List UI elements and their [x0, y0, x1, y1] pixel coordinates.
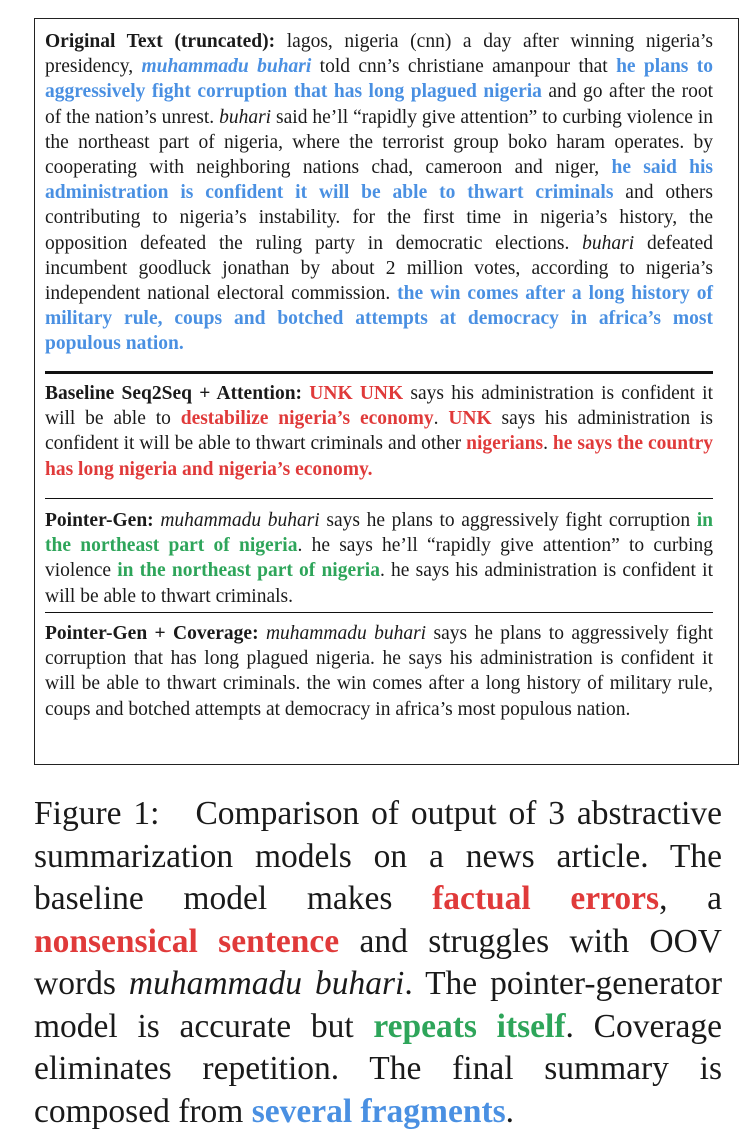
oov-word: buhari — [582, 232, 635, 254]
figure-caption — [34, 793, 722, 1133]
caption-highlight: repeats itself — [373, 1007, 566, 1045]
coverage-section — [45, 621, 713, 722]
error-fragment: he says the country has long nigeria and nigeria’s economy. — [45, 433, 713, 480]
original-text: said he’ll “rapidly give attention” to curbing violence in the northeast part of nigeria, where the terrorist group boko haram operates. by cooperating with neighboring nations chad, cameroon and niger, — [45, 106, 713, 179]
coverage-text: says he plans to aggressively fight corruption that has long plagued nigeria. he says his administration is confident it will be able to thwart criminals. the win comes after a long history of military rule, coups and botched attempts at democracy in africa’s most populous nation. — [45, 623, 713, 720]
pointer-gen-label: Pointer-Gen: — [45, 510, 154, 531]
section-divider-thick — [45, 371, 713, 374]
repetition-fragment: in the northeast part of nigeria — [45, 510, 713, 557]
highlight-fragment: the win comes after a long history of military rule, coups and botched attempts at democracy in africa’s most populous nation. — [45, 283, 714, 355]
baseline-text: says his administration is confident it will be able to thwart criminals and other — [45, 408, 714, 455]
caption-text: and struggles with OOV words — [34, 922, 723, 1002]
figure-box — [34, 18, 739, 765]
caption-text: . — [505, 1092, 515, 1130]
original-text-label: Original Text (truncated): — [45, 31, 276, 52]
baseline-text: . — [433, 408, 449, 430]
original-text-section — [45, 29, 713, 357]
highlight-fragment: muhammadu buhari — [141, 56, 312, 78]
error-fragment: UNK UNK — [309, 383, 404, 404]
highlight-fragment: he plans to aggressively fight corruption that has long plagued nigeria — [45, 56, 713, 103]
baseline-text: . — [543, 433, 553, 455]
pointer-gen-text: . he says he’ll “rapidly give attention” to curbing violence — [45, 535, 713, 582]
caption-text: , a — [659, 880, 723, 917]
caption-text: Comparison of output of 3 abstractive summarization models on a news article. The baseline model makes — [34, 795, 722, 917]
error-fragment: nigerians — [466, 433, 544, 455]
repetition-fragment: in the northeast part of nigeria — [117, 560, 380, 582]
caption-text: . Coverage eliminates repetition. The final summary is composed from — [34, 1007, 722, 1130]
original-text: and go after the root of the nation’s unrest. — [45, 81, 713, 128]
baseline-section — [45, 381, 713, 482]
caption-highlight: several fragments — [251, 1092, 506, 1130]
oov-word: muhammadu buhari — [265, 623, 427, 644]
oov-word: muhammadu buhari — [160, 510, 320, 531]
caption-highlight: nonsensical sentence — [34, 922, 340, 960]
caption-text: . The pointer-generator model is accurate but — [34, 965, 722, 1045]
section-divider — [45, 612, 713, 613]
error-fragment: UNK — [448, 408, 492, 430]
pointer-gen-section — [45, 508, 713, 609]
caption-oov-word: muhammadu buhari — [128, 965, 405, 1002]
original-text: told cnn’s christiane amanpour that — [311, 56, 617, 78]
oov-word: buhari — [219, 106, 272, 128]
caption-highlight: factual errors — [432, 880, 660, 917]
highlight-fragment: he said his administration is confident it will be able to thwart criminals — [45, 157, 713, 204]
error-fragment: destabilize nigeria’s economy — [180, 408, 434, 430]
original-text: lagos, nigeria (cnn) a day after winning nigeria’s presidency, — [45, 31, 713, 78]
baseline-text: says his administration is confident it will be able to — [45, 383, 714, 430]
original-text: and others contributing to nigeria’s instability. for the first time in nigeria’s history, the opposition defeated the ruling party in democratic elections. — [45, 182, 713, 254]
coverage-label: Pointer-Gen + Coverage: — [45, 623, 259, 644]
pointer-gen-text: says he plans to aggressively fight corruption — [319, 510, 697, 531]
section-divider — [45, 498, 713, 499]
figure-label: Figure 1: — [34, 795, 160, 832]
pointer-gen-text: . he says his administration is confident it will be able to thwart criminals. — [45, 560, 713, 607]
original-text: defeated incumbent goodluck jonathan by about 2 million votes, according to nigeria’s independent national electoral commission. — [45, 232, 713, 305]
baseline-label: Baseline Seq2Seq + Attention: — [45, 383, 303, 404]
